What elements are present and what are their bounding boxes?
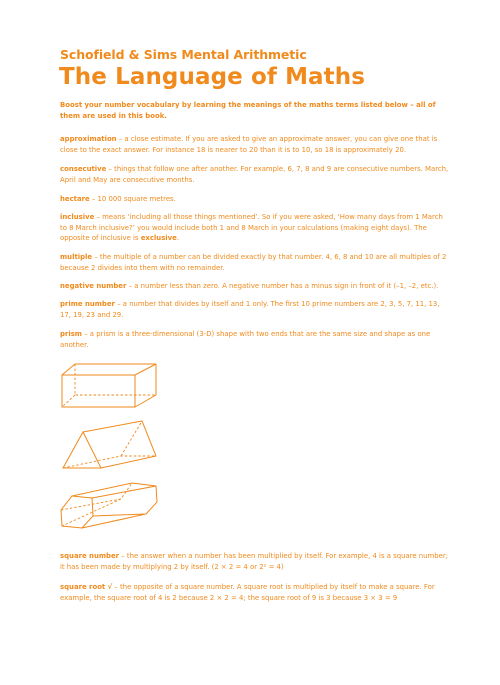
entry-term: inclusive [60,213,95,221]
page-title: The Language of Maths [59,64,366,90]
entry-prime-number [60,299,450,320]
entry-term: multiple [60,253,93,261]
entry-hectare [60,194,450,205]
entry-term: prime number [60,300,115,308]
entry-definition: – a close estimate. If you are asked to give an approximate answer, you can give one that is close to the exact answer. For instance 18 is nearer to 20 than it is to 10, so 18 is approximately 20. [60,135,438,154]
series-subtitle: Schofield & Sims Mental Arithmetic [60,47,307,62]
entry-definition: – a number that divides by itself and 1 only. The first 10 prime numbers are 2, 3, 5, 7, 11, 13, 17, 19, 23 and 29. [60,300,440,319]
entry-negative-number [60,281,450,292]
entry-multiple [60,252,450,273]
entry-definition: – means ‘including all those things mentioned’. So if you were asked, ‘How many days from 1 March to 8 March inclusive?’ you would include both 1 and 8 March in your calculations (making eight days). The opposite of inclusive is [60,213,443,243]
entry-prism [60,329,450,350]
entry-term: negative number [60,282,127,290]
entry-term: consecutive [60,165,107,173]
entry-inclusive [60,212,450,244]
entry-definition: – things that follow one after another. For example, 6, 7, 8 and 9 are consecutive numbers. March, April and May are consecutive months. [60,165,449,184]
entry-term: square number [60,552,120,560]
entry-square-root [60,582,450,603]
hexagonal-prism-illustration [58,480,160,532]
entry-definition: – 10 000 square metres. [89,195,176,203]
entry-definition: – a prism is a three-dimensional (3-D) shape with two ends that are the same size and shape as one another. [60,330,431,349]
entry-term: square root √ [60,583,113,591]
entry-definition: – the answer when a number has been multiplied by itself. For example, 4 is a square number; it has been made by multiplying 2 by itself. (2 × 2 = 4 or 2² = 4) [60,552,449,571]
entry-consecutive [60,164,450,185]
entry-square-number [60,551,450,572]
entry-definition: – a number less than zero. A negative number has a minus sign in front of it (–1, –2, etc.). [126,282,439,290]
entry-tail-term: exclusive [140,234,177,243]
entry-term: hectare [60,195,90,203]
triangular-prism-illustration [58,418,160,474]
rectangular-prism-illustration [58,360,160,410]
entry-approximation [60,134,450,155]
entry-term: prism [60,330,82,338]
entry-tail: . [176,234,180,243]
entry-definition: – the opposite of a square number. A square root is multiplied by itself to make a square. For example, the square root of 4 is 2 because 2 × 2 = 4; the square root of 9 is 3 because 3 × 3 = 9 [60,583,435,602]
intro-paragraph: Boost your number vocabulary by learning the meanings of the maths terms listed below – all of them are used in this book. [60,101,436,120]
entry-term: approximation [60,135,117,143]
entry-definition: – the multiple of a number can be divided exactly by that number. 4, 6, 8 and 10 are all multiples of 2 because 2 divides into them with no remainder. [60,253,447,272]
